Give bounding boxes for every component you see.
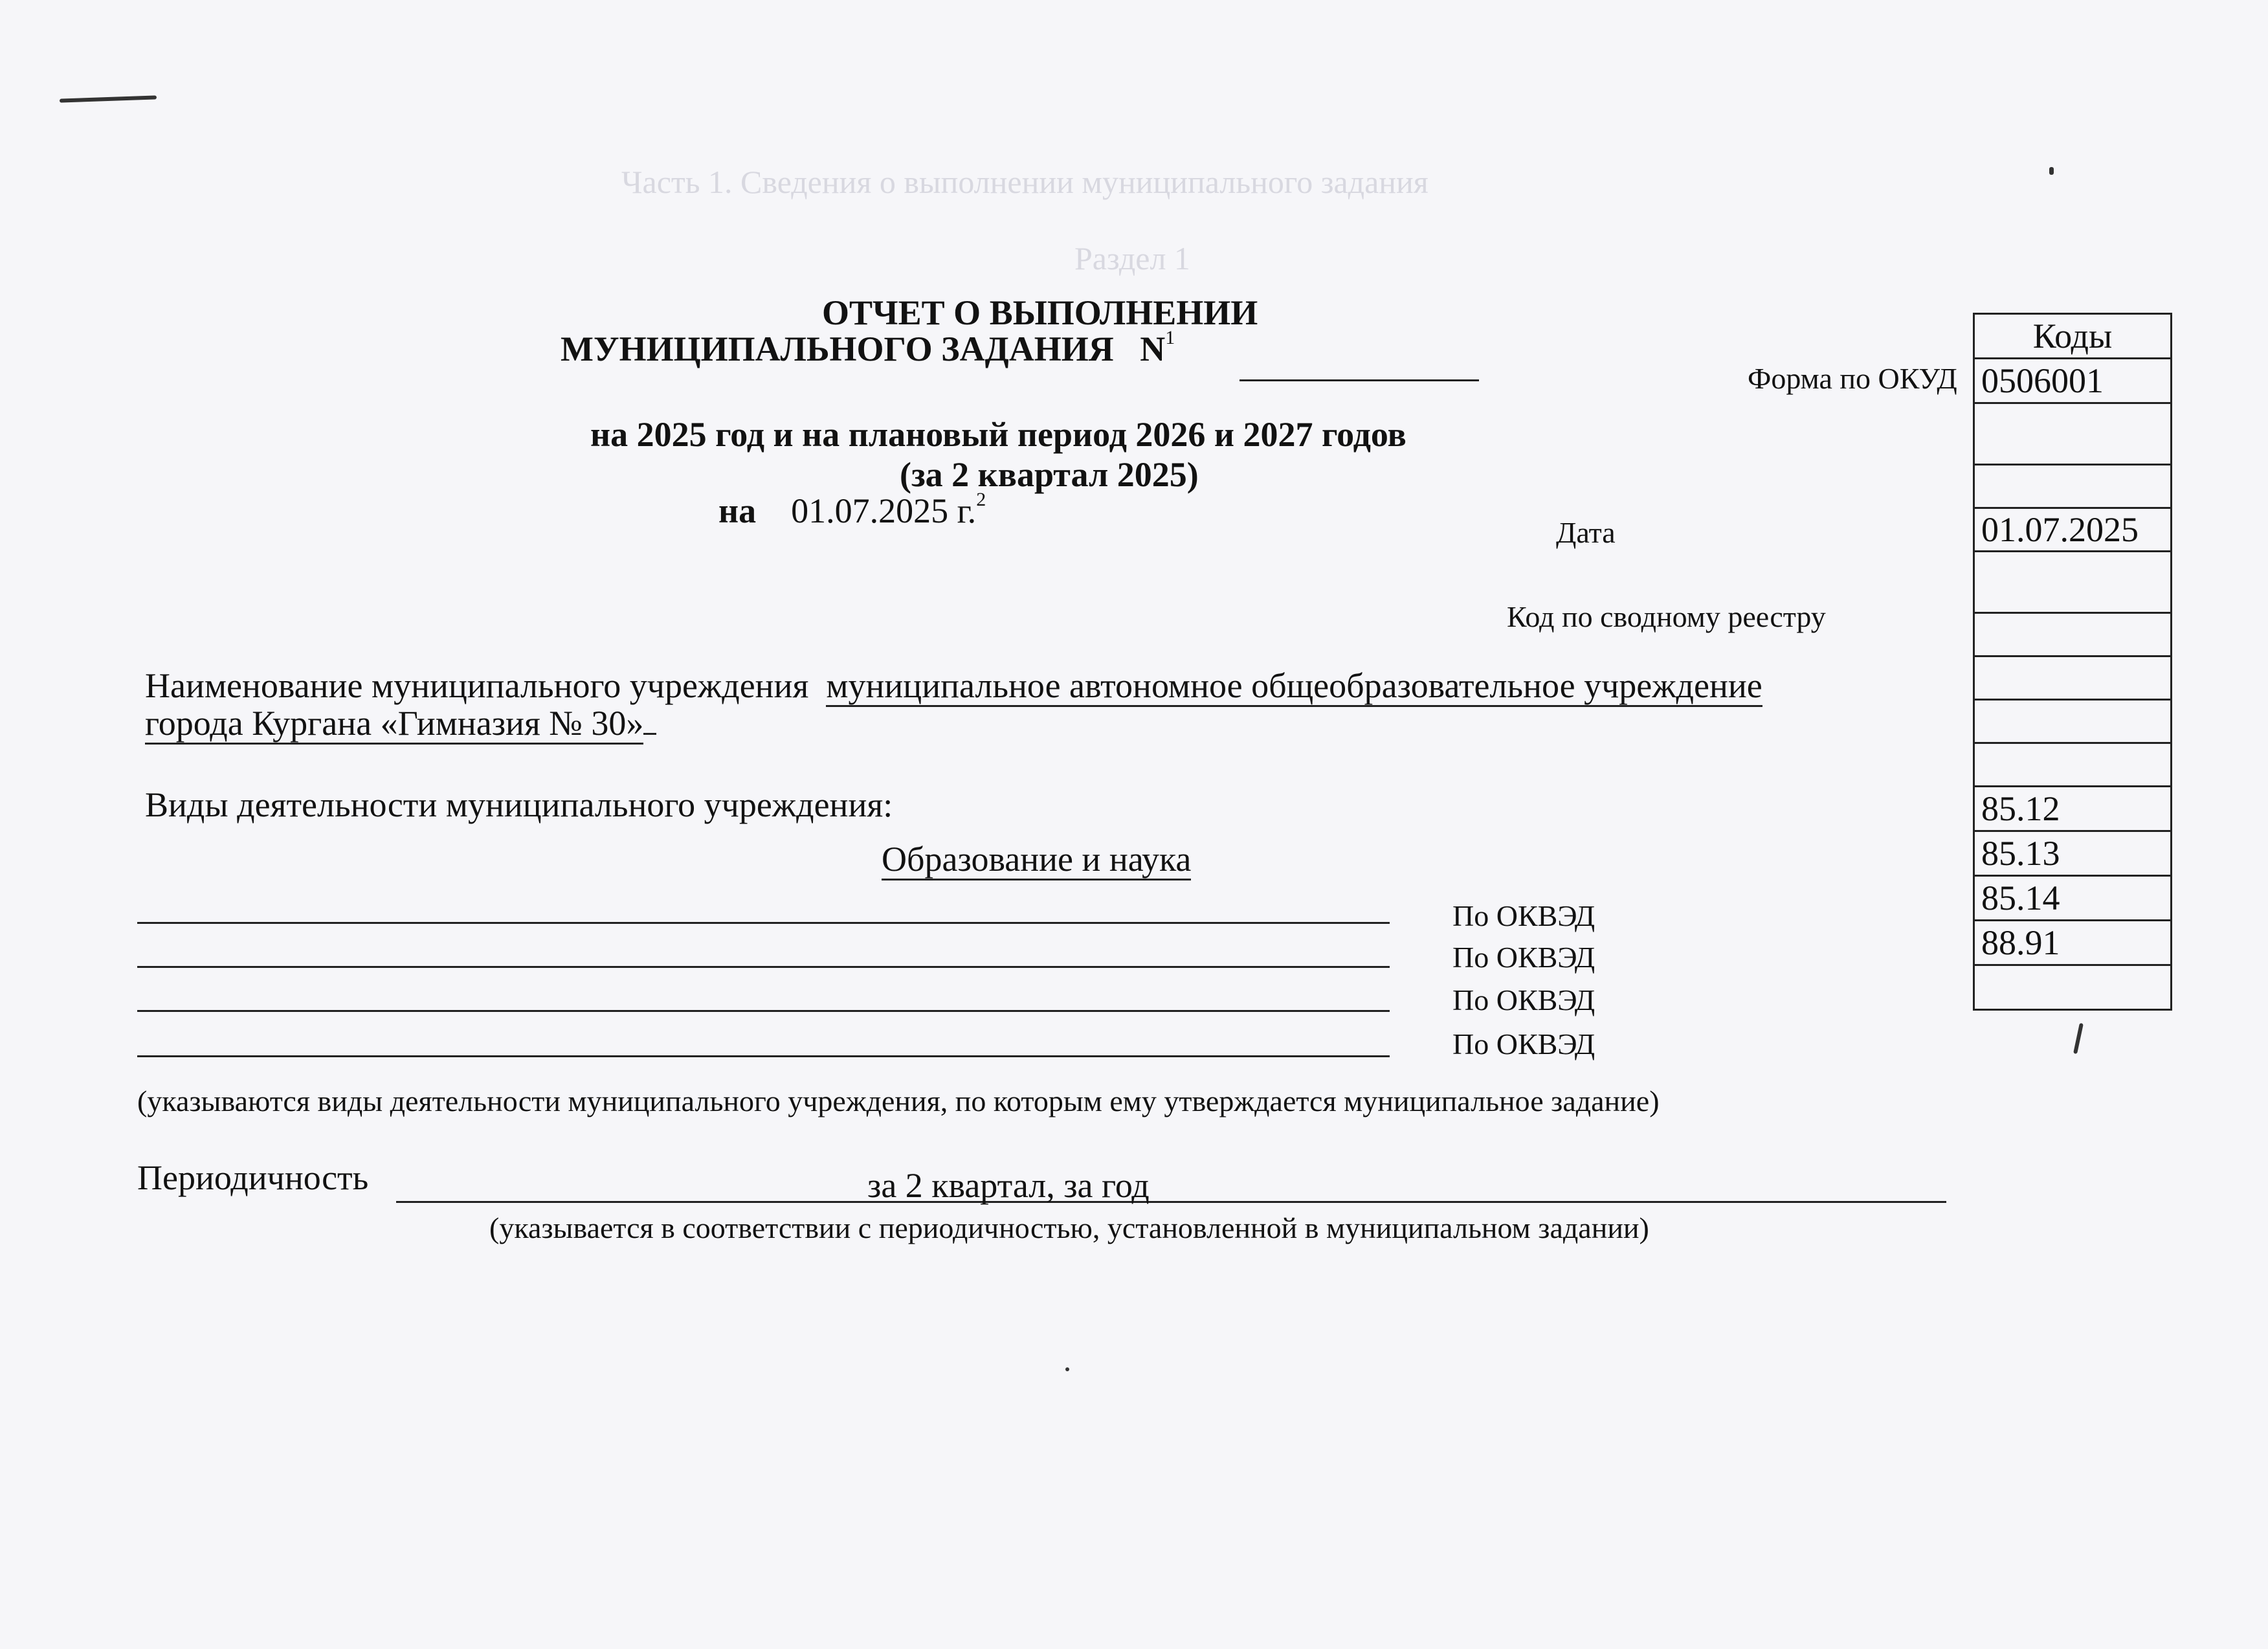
report-title-line1: ОТЧЕТ О ВЫПОЛНЕНИИ	[822, 293, 1258, 332]
report-quarter: (за 2 квартал 2025)	[900, 455, 1199, 494]
report-title-line2	[561, 329, 1175, 369]
institution-name-line2: города Кургана «Гимназия № 30»	[145, 704, 643, 745]
okved-label: По ОКВЭД	[1452, 941, 1595, 974]
periodicity-value: за 2 квартал, за год	[867, 1166, 1150, 1205]
okved-line	[137, 922, 1390, 924]
okved-line	[137, 1010, 1390, 1012]
report-title-municipal-task: МУНИЦИПАЛЬНОГО ЗАДАНИЯ	[561, 330, 1114, 368]
empty-code-cell	[1974, 743, 2172, 787]
activity-value	[882, 839, 1191, 879]
periodicity-label: Периодичность	[137, 1158, 369, 1197]
okved-label: По ОКВЭД	[1452, 1027, 1595, 1060]
okved-code-cell: 85.13	[1974, 831, 2172, 876]
empty-code-cell	[1974, 613, 2172, 656]
okud-code-cell: 0506001	[1974, 359, 2172, 403]
report-number-sign: N	[1140, 330, 1166, 368]
okved-code-cell	[1974, 965, 2172, 1010]
okved-code-cell: 88.91	[1974, 921, 2172, 965]
report-period: на 2025 год и на плановый период 2026 и 2027 годов	[590, 415, 1406, 454]
footnote-2: 2	[976, 489, 986, 510]
okud-label: Форма по ОКУД	[1748, 362, 1957, 395]
registry-label: Код по сводному реестру	[1507, 600, 1826, 633]
okved-code-cell: 85.12	[1974, 787, 2172, 831]
periodicity-note: (указывается в соответствии с периодичностью, установленной в муниципальном задании)	[489, 1211, 1649, 1244]
okved-line	[137, 1055, 1390, 1057]
institution-name-line1: муниципальное автономное общеобразовательное учреждение	[826, 666, 1762, 707]
pen-stroke-mark	[60, 95, 157, 102]
date-code-cell: 01.07.2025	[1974, 508, 2172, 552]
empty-code-cell	[1974, 465, 2172, 508]
codes-table	[1973, 313, 2172, 1011]
date-label: Дата	[1556, 516, 1616, 549]
okved-code-cell: 85.14	[1974, 876, 2172, 921]
okved-line	[137, 966, 1390, 968]
periodicity-line	[396, 1201, 1946, 1203]
codes-header: Коды	[1974, 314, 2172, 359]
empty-code-cell	[1974, 656, 2172, 700]
pen-tick-mark	[2073, 1023, 2084, 1054]
activity-value-text: Образование и наука	[882, 840, 1191, 881]
registry-code-cell	[1974, 552, 2172, 613]
bleed-through-section: Раздел 1	[1074, 240, 1190, 276]
activity-types-label: Виды деятельности муниципального учреждения:	[145, 785, 893, 824]
report-number-line	[1240, 379, 1479, 381]
report-as-of-date	[718, 491, 986, 531]
okved-label: По ОКВЭД	[1452, 983, 1595, 1016]
report-as-of-value: 01.07.2025 г.	[791, 491, 977, 530]
activities-note: (указываются виды деятельности муниципального учреждения, по которым ему утверждается муниципальное задание)	[137, 1084, 1660, 1117]
footnote-1: 1	[1165, 327, 1175, 348]
institution-line2	[145, 703, 656, 743]
speck-mark	[2049, 167, 2054, 175]
empty-code-cell	[1974, 700, 2172, 743]
report-as-of-label: на	[718, 491, 757, 530]
bleed-through-heading: Часть 1. Сведения о выполнении муниципального задания	[621, 164, 1429, 200]
speck-mark	[1065, 1367, 1069, 1371]
institution-line1	[145, 666, 1762, 706]
empty-code-cell	[1974, 403, 2172, 465]
institution-label: Наименование муниципального учреждения	[145, 666, 809, 705]
okved-label: По ОКВЭД	[1452, 899, 1595, 932]
